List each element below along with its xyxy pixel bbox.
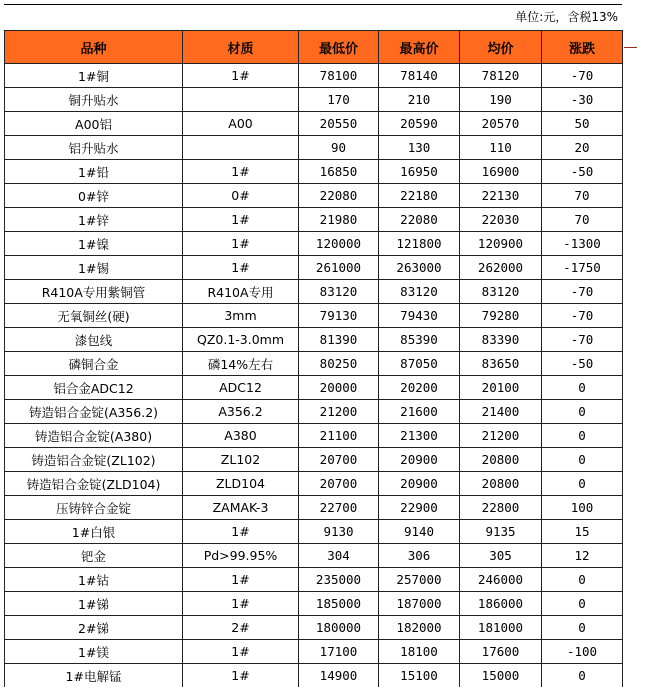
low-price-cell: 170	[299, 88, 379, 112]
material-cell: ZAMAK-3	[183, 496, 299, 520]
header-row	[5, 31, 623, 64]
col-header-avg-price: 均价	[460, 31, 542, 64]
avg-price-cell: 21400	[460, 400, 542, 424]
avg-price-cell: 83650	[460, 352, 542, 376]
change-cell: -1750	[542, 256, 623, 280]
table-row	[5, 400, 623, 424]
change-cell: 20	[542, 136, 623, 160]
material-cell: 1#	[183, 664, 299, 688]
high-price-cell: 87050	[379, 352, 460, 376]
low-price-cell: 21100	[299, 424, 379, 448]
high-price-cell: 257000	[379, 568, 460, 592]
material-cell: 1#	[183, 160, 299, 184]
low-price-cell: 16850	[299, 160, 379, 184]
change-cell: 0	[542, 664, 623, 688]
high-price-cell: 22080	[379, 208, 460, 232]
table-row	[5, 640, 623, 664]
material-cell: QZ0.1-3.0mm	[183, 328, 299, 352]
material-cell: ZL102	[183, 448, 299, 472]
low-price-cell: 21200	[299, 400, 379, 424]
avg-price-cell: 15000	[460, 664, 542, 688]
low-price-cell: 20000	[299, 376, 379, 400]
material-cell: 磷14%左右	[183, 352, 299, 376]
material-cell: 1#	[183, 568, 299, 592]
high-price-cell: 18100	[379, 640, 460, 664]
variety-cell: 1#镍	[5, 232, 183, 256]
col-header-change: 涨跌	[542, 31, 623, 64]
material-cell: Pd>99.95%	[183, 544, 299, 568]
table-row	[5, 232, 623, 256]
table-row	[5, 664, 623, 688]
avg-price-cell: 78120	[460, 64, 542, 88]
high-price-cell: 182000	[379, 616, 460, 640]
edge-marker	[624, 47, 637, 48]
avg-price-cell: 17600	[460, 640, 542, 664]
material-cell: ZLD104	[183, 472, 299, 496]
change-cell: 0	[542, 472, 623, 496]
low-price-cell: 14900	[299, 664, 379, 688]
avg-price-cell: 21200	[460, 424, 542, 448]
material-cell: A00	[183, 112, 299, 136]
high-price-cell: 16950	[379, 160, 460, 184]
avg-price-cell: 83390	[460, 328, 542, 352]
variety-cell: 1#铜	[5, 64, 183, 88]
material-cell: 1#	[183, 640, 299, 664]
change-cell: -50	[542, 352, 623, 376]
variety-cell: 压铸锌合金锭	[5, 496, 183, 520]
low-price-cell: 20700	[299, 472, 379, 496]
change-cell: -30	[542, 88, 623, 112]
variety-cell: 1#钴	[5, 568, 183, 592]
avg-price-cell: 20570	[460, 112, 542, 136]
table-row	[5, 328, 623, 352]
table-row	[5, 448, 623, 472]
change-cell: -50	[542, 160, 623, 184]
change-cell: -70	[542, 64, 623, 88]
material-cell: ADC12	[183, 376, 299, 400]
avg-price-cell: 16900	[460, 160, 542, 184]
low-price-cell: 185000	[299, 592, 379, 616]
top-rule	[4, 4, 622, 5]
variety-cell: 1#电解锰	[5, 664, 183, 688]
low-price-cell: 21980	[299, 208, 379, 232]
avg-price-cell: 190	[460, 88, 542, 112]
table-row	[5, 568, 623, 592]
material-cell: 3mm	[183, 304, 299, 328]
material-cell: 1#	[183, 520, 299, 544]
variety-cell: 1#白银	[5, 520, 183, 544]
change-cell: 0	[542, 376, 623, 400]
high-price-cell: 15100	[379, 664, 460, 688]
table-row	[5, 184, 623, 208]
avg-price-cell: 22030	[460, 208, 542, 232]
avg-price-cell: 305	[460, 544, 542, 568]
table-row	[5, 544, 623, 568]
avg-price-cell: 22800	[460, 496, 542, 520]
variety-cell: 无氧铜丝(硬)	[5, 304, 183, 328]
material-cell: R410A专用	[183, 280, 299, 304]
low-price-cell: 80250	[299, 352, 379, 376]
high-price-cell: 22180	[379, 184, 460, 208]
change-cell: -70	[542, 280, 623, 304]
change-cell: -100	[542, 640, 623, 664]
col-header-variety: 品种	[5, 31, 183, 64]
high-price-cell: 121800	[379, 232, 460, 256]
variety-cell: 1#铅	[5, 160, 183, 184]
change-cell: 0	[542, 616, 623, 640]
avg-price-cell: 181000	[460, 616, 542, 640]
avg-price-cell: 9135	[460, 520, 542, 544]
change-cell: -1300	[542, 232, 623, 256]
change-cell: 0	[542, 592, 623, 616]
avg-price-cell: 22130	[460, 184, 542, 208]
low-price-cell: 304	[299, 544, 379, 568]
low-price-cell: 22700	[299, 496, 379, 520]
low-price-cell: 20700	[299, 448, 379, 472]
change-cell: 70	[542, 184, 623, 208]
avg-price-cell: 20800	[460, 448, 542, 472]
material-cell: 0#	[183, 184, 299, 208]
change-cell: 0	[542, 400, 623, 424]
high-price-cell: 20200	[379, 376, 460, 400]
price-table	[4, 30, 623, 687]
high-price-cell: 20900	[379, 448, 460, 472]
avg-price-cell: 262000	[460, 256, 542, 280]
avg-price-cell: 120900	[460, 232, 542, 256]
change-cell: 0	[542, 568, 623, 592]
material-cell: 2#	[183, 616, 299, 640]
low-price-cell: 9130	[299, 520, 379, 544]
variety-cell: 铸造铝合金锭(A356.2)	[5, 400, 183, 424]
material-cell: 1#	[183, 64, 299, 88]
variety-cell: 磷铜合金	[5, 352, 183, 376]
variety-cell: 2#锑	[5, 616, 183, 640]
table-row	[5, 64, 623, 88]
table-row	[5, 112, 623, 136]
low-price-cell: 180000	[299, 616, 379, 640]
low-price-cell: 120000	[299, 232, 379, 256]
table-row	[5, 520, 623, 544]
variety-cell: 1#锌	[5, 208, 183, 232]
table-row	[5, 352, 623, 376]
avg-price-cell: 20800	[460, 472, 542, 496]
table-row	[5, 88, 623, 112]
material-cell: 1#	[183, 232, 299, 256]
variety-cell: 1#镁	[5, 640, 183, 664]
unit-note: 单位:元，含税13%	[515, 10, 618, 24]
table-row	[5, 208, 623, 232]
high-price-cell: 22900	[379, 496, 460, 520]
high-price-cell: 20900	[379, 472, 460, 496]
change-cell: -70	[542, 304, 623, 328]
variety-cell: 铸造铝合金锭(ZL102)	[5, 448, 183, 472]
change-cell: -70	[542, 328, 623, 352]
low-price-cell: 235000	[299, 568, 379, 592]
avg-price-cell: 186000	[460, 592, 542, 616]
variety-cell: 漆包线	[5, 328, 183, 352]
high-price-cell: 21300	[379, 424, 460, 448]
high-price-cell: 78140	[379, 64, 460, 88]
avg-price-cell: 110	[460, 136, 542, 160]
low-price-cell: 20550	[299, 112, 379, 136]
variety-cell: 铸造铝合金锭(ZLD104)	[5, 472, 183, 496]
material-cell: A380	[183, 424, 299, 448]
low-price-cell: 78100	[299, 64, 379, 88]
low-price-cell: 79130	[299, 304, 379, 328]
col-header-low-price: 最低价	[299, 31, 379, 64]
table-row	[5, 160, 623, 184]
high-price-cell: 187000	[379, 592, 460, 616]
material-cell	[183, 88, 299, 112]
variety-cell: 1#锑	[5, 592, 183, 616]
table-row	[5, 280, 623, 304]
variety-cell: 铜升贴水	[5, 88, 183, 112]
table-row	[5, 376, 623, 400]
low-price-cell: 83120	[299, 280, 379, 304]
low-price-cell: 90	[299, 136, 379, 160]
table-row	[5, 424, 623, 448]
variety-cell: 钯金	[5, 544, 183, 568]
variety-cell: A00铝	[5, 112, 183, 136]
avg-price-cell: 79280	[460, 304, 542, 328]
table-row	[5, 136, 623, 160]
material-cell: 1#	[183, 592, 299, 616]
high-price-cell: 21600	[379, 400, 460, 424]
variety-cell: 铝合金ADC12	[5, 376, 183, 400]
col-header-material: 材质	[183, 31, 299, 64]
col-header-high-price: 最高价	[379, 31, 460, 64]
high-price-cell: 79430	[379, 304, 460, 328]
table-body	[5, 64, 623, 688]
low-price-cell: 261000	[299, 256, 379, 280]
table-row	[5, 616, 623, 640]
low-price-cell: 17100	[299, 640, 379, 664]
avg-price-cell: 83120	[460, 280, 542, 304]
material-cell: 1#	[183, 256, 299, 280]
high-price-cell: 306	[379, 544, 460, 568]
material-cell: A356.2	[183, 400, 299, 424]
change-cell: 0	[542, 448, 623, 472]
material-cell: 1#	[183, 208, 299, 232]
table-row	[5, 472, 623, 496]
high-price-cell: 210	[379, 88, 460, 112]
change-cell: 100	[542, 496, 623, 520]
change-cell: 12	[542, 544, 623, 568]
variety-cell: 1#锡	[5, 256, 183, 280]
high-price-cell: 83120	[379, 280, 460, 304]
high-price-cell: 20590	[379, 112, 460, 136]
high-price-cell: 130	[379, 136, 460, 160]
table-row	[5, 304, 623, 328]
table-row	[5, 256, 623, 280]
variety-cell: R410A专用紫铜管	[5, 280, 183, 304]
high-price-cell: 9140	[379, 520, 460, 544]
avg-price-cell: 20100	[460, 376, 542, 400]
low-price-cell: 22080	[299, 184, 379, 208]
table-row	[5, 592, 623, 616]
change-cell: 0	[542, 424, 623, 448]
table-row	[5, 496, 623, 520]
low-price-cell: 81390	[299, 328, 379, 352]
material-cell	[183, 136, 299, 160]
variety-cell: 铸造铝合金锭(A380)	[5, 424, 183, 448]
variety-cell: 0#锌	[5, 184, 183, 208]
avg-price-cell: 246000	[460, 568, 542, 592]
variety-cell: 铝升贴水	[5, 136, 183, 160]
change-cell: 15	[542, 520, 623, 544]
change-cell: 50	[542, 112, 623, 136]
change-cell: 70	[542, 208, 623, 232]
high-price-cell: 263000	[379, 256, 460, 280]
high-price-cell: 85390	[379, 328, 460, 352]
